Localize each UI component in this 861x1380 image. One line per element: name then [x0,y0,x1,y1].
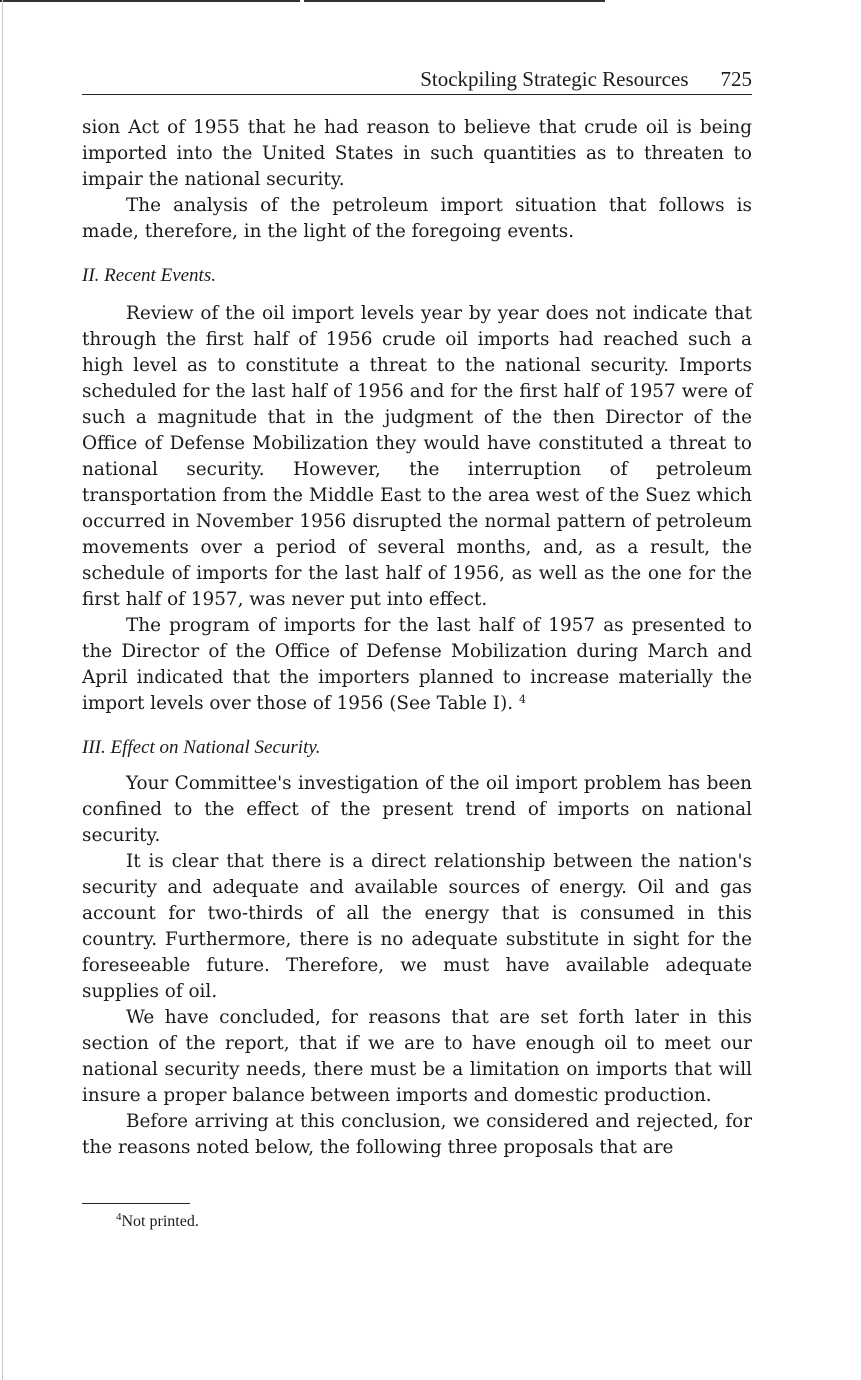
scan-top-edge-gap [300,0,304,3]
paragraph-continuation: sion Act of 1955 that he had reason to believe that crude oil is being imported into the United States in such quantities as to threaten to impair the national security. [82,117,752,190]
scan-left-edge-line [2,0,3,1380]
heading-recent-events: II. Recent Events. [82,265,216,286]
footnote-text: Not printed. [121,1213,199,1230]
footnote-reference: 4 [518,693,526,706]
page-number: 725 [720,67,752,91]
heading-effect-on-national-security: III. Effect on National Security. [82,737,321,758]
paragraph-program-text: The program of imports for the last half of 1957 as presented to the Director of the Office of Defense Mobilization during March and April indicated that the importers planned to increase materially the import levels over those of 1956 (See Table I). [82,615,752,714]
paragraph-conclusion: We have concluded, for reasons that are set forth later in this section of the report, that if we are to have enough oil to meet our national security needs, there must be a limitation on imports that will insure a proper balance between imports and domestic production. [82,1007,752,1106]
national-security-text [82,771,752,1161]
paragraph-analysis: The analysis of the petroleum import situation that follows is made, therefore, in the light of the foregoing events. [82,195,752,242]
paragraph-review: Review of the oil import levels year by year does not indicate that through the first half of 1956 crude oil imports had reached such a high level as to constitute a threat to the national security. Imports scheduled for the last half of 1956 and for the first half of 1957 were of such a magnitude that in the judgment of the then Director of the Office of Defense Mobilization they would have constituted a threat to national security. However, the interruption of petroleum transportation from the Middle East to the area west of the Suez which occurred in November 1956 disrupted the normal pattern of petroleum movements over a period of several months, and, as a result, the schedule of imports for the last half of 1956, as well as the one for the first half of 1957, was never put into effect. [82,303,752,610]
footnote-marker: 4 [116,1211,122,1223]
paragraph-program [82,613,752,717]
opening-text [82,115,752,245]
recent-events-text [82,301,752,717]
running-title: Stockpiling Strategic Resources [420,67,689,91]
paragraph-committee: Your Committee's investigation of the oil import problem has been confined to the effect of the present trend of imports on national security. [82,773,752,846]
running-head [82,67,752,95]
footnote-rule [82,1203,190,1204]
paragraph-proposals: Before arriving at this conclusion, we considered and rejected, for the reasons noted below, the following three proposals that are [82,1111,752,1158]
footnote [116,1211,199,1233]
paragraph-energy: It is clear that there is a direct relationship between the nation's security and adequate and available sources of energy. Oil and gas account for two-thirds of all the energy that is consumed in this country. Furthermore, there is no adequate substitute in sight for the foreseeable future. Therefore, we must have available adequate supplies of oil. [82,851,752,1002]
